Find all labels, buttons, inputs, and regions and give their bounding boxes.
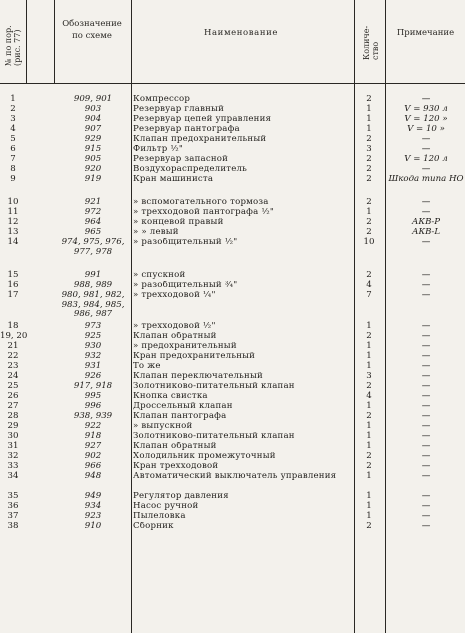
table-row — [0, 218, 465, 228]
row-quantity: 2 — [366, 154, 372, 164]
row-name: Кнопка свистка — [133, 392, 208, 401]
row-code: 919 — [84, 174, 102, 184]
row-name: » трехходовой пантографа ½" — [133, 208, 275, 217]
row-code: 932 — [84, 351, 102, 361]
table-row — [0, 322, 465, 332]
row-quantity: 2 — [366, 461, 372, 471]
row-code: 902 — [84, 451, 102, 461]
table-row — [0, 362, 465, 372]
row-note: — — [421, 401, 431, 411]
row-quantity: 1 — [366, 114, 372, 124]
row-number: 24 — [7, 371, 19, 381]
row-name: » » левый — [133, 228, 179, 237]
row-code: 949 — [84, 491, 102, 501]
row-code: 938, 939 — [73, 411, 113, 421]
row-number: 7 — [10, 154, 16, 164]
row-note: — — [421, 391, 431, 401]
row-quantity: 10 — [363, 237, 375, 247]
row-note: — — [421, 331, 431, 341]
row-note: АКВ-Р — [411, 217, 441, 227]
row-note: — — [421, 237, 431, 247]
table-row — [0, 175, 465, 198]
row-note: — — [421, 144, 431, 154]
row-name: Кран трехходовой — [133, 462, 219, 471]
row-number: 33 — [7, 461, 19, 471]
row-note: — — [421, 431, 431, 441]
row-note: — — [421, 94, 431, 104]
column-divider — [54, 0, 55, 83]
row-code: 929 — [84, 134, 102, 144]
row-note: — — [421, 371, 431, 381]
row-note: — — [421, 421, 431, 431]
row-number: 36 — [7, 501, 19, 511]
row-name: » выпускной — [133, 422, 193, 431]
row-name: Резервуар пантографа — [133, 125, 240, 134]
row-code: 907 — [84, 124, 102, 134]
row-quantity: 2 — [366, 381, 372, 391]
row-number: 22 — [7, 351, 19, 361]
row-code: 974, 975, 976, 977, 978 — [61, 237, 125, 257]
table-row — [0, 522, 465, 532]
row-code: 934 — [84, 501, 102, 511]
row-name: Клапан обратный — [133, 442, 217, 451]
row-note: — — [421, 381, 431, 391]
row-name: Пылеловка — [133, 512, 186, 521]
row-code: 918 — [84, 431, 102, 441]
row-number: 12 — [7, 217, 19, 227]
table-row — [0, 492, 465, 502]
row-quantity: 1 — [366, 124, 372, 134]
row-name: » трехходовой ½" — [133, 322, 216, 331]
row-name: Компрессор — [133, 95, 191, 104]
row-number: 11 — [7, 207, 19, 217]
row-number: 25 — [7, 381, 19, 391]
row-name: Регулятор давления — [133, 492, 229, 501]
row-note: АКВ-L — [411, 227, 441, 237]
row-name: Клапан пантографа — [133, 412, 227, 421]
table-row — [0, 442, 465, 452]
row-name: » концевой правый — [133, 218, 224, 227]
row-name: Резервуар главный — [133, 105, 225, 114]
row-note: Шкода типа НО — [388, 174, 464, 184]
row-code: 904 — [84, 114, 102, 124]
table-row — [0, 392, 465, 402]
row-note: — — [421, 280, 431, 290]
header-name: Наименование — [204, 28, 278, 38]
row-quantity: 2 — [366, 94, 372, 104]
row-quantity: 1 — [366, 431, 372, 441]
row-code: 909, 901 — [73, 94, 113, 104]
table-row — [0, 198, 465, 208]
row-code: 930 — [84, 341, 102, 351]
row-number: 14 — [7, 237, 19, 247]
row-name: Кран предохранительный — [133, 352, 256, 361]
table-row — [0, 412, 465, 422]
row-code: 991 — [84, 270, 102, 280]
row-name: Воздухораспределитель — [133, 165, 248, 174]
row-quantity: 2 — [366, 227, 372, 237]
row-quantity: 1 — [366, 351, 372, 361]
row-code: 925 — [84, 331, 102, 341]
table-row — [0, 462, 465, 472]
table-row — [0, 422, 465, 432]
table-row — [0, 432, 465, 442]
row-code: 973 — [84, 321, 102, 331]
row-name: » спускной — [133, 271, 186, 280]
row-code: 996 — [84, 401, 102, 411]
row-code: 922 — [84, 421, 102, 431]
row-name: Холодильник промежуточный — [133, 452, 276, 461]
table-row — [0, 512, 465, 522]
row-code: 903 — [84, 104, 102, 114]
row-quantity: 2 — [366, 174, 372, 184]
row-quantity: 7 — [366, 290, 372, 300]
row-name: » вспомогательного тормоза — [133, 198, 269, 207]
row-name: Клапан предохранительный — [133, 135, 267, 144]
row-code: 923 — [84, 511, 102, 521]
row-code: 917, 918 — [73, 381, 113, 391]
table-row — [0, 208, 465, 218]
row-note: — — [421, 511, 431, 521]
row-note: V = 120 л — [404, 154, 448, 164]
row-quantity: 1 — [366, 207, 372, 217]
table-row — [0, 502, 465, 512]
table-row — [0, 342, 465, 352]
row-quantity: 2 — [366, 270, 372, 280]
row-note: — — [421, 321, 431, 331]
row-name: То же — [133, 362, 161, 371]
row-number: 18 — [7, 321, 19, 331]
row-number: 6 — [10, 144, 16, 154]
row-name: » разобщительный ½" — [133, 238, 238, 247]
row-quantity: 2 — [366, 521, 372, 531]
row-number: 3 — [10, 114, 16, 124]
header-code: Обозначение по схеме — [62, 19, 122, 41]
row-quantity: 2 — [366, 134, 372, 144]
row-code: 966 — [84, 461, 102, 471]
row-number: 1 — [10, 94, 16, 104]
row-note: — — [421, 270, 431, 280]
row-number: 27 — [7, 401, 19, 411]
row-code: 921 — [84, 197, 102, 207]
table-row — [0, 105, 465, 115]
row-name: Кран машиниста — [133, 175, 214, 184]
row-note: — — [421, 341, 431, 351]
row-note: — — [421, 461, 431, 471]
row-code: 995 — [84, 391, 102, 401]
row-note: — — [421, 441, 431, 451]
row-name: Золотниково-питательный клапан — [133, 382, 295, 391]
row-quantity: 1 — [366, 321, 372, 331]
row-number: 35 — [7, 491, 19, 501]
row-number: 16 — [7, 280, 19, 290]
table-row — [0, 155, 465, 165]
row-number: 2 — [10, 104, 16, 114]
row-quantity: 2 — [366, 164, 372, 174]
row-number: 31 — [7, 441, 19, 451]
row-name: Дроссельный клапан — [133, 402, 233, 411]
row-quantity: 1 — [366, 401, 372, 411]
row-note: V = 120 » — [404, 114, 448, 124]
row-quantity: 4 — [366, 280, 372, 290]
row-name: Клапан переключательный — [133, 372, 263, 381]
table-body — [0, 95, 465, 532]
row-code: 926 — [84, 371, 102, 381]
row-note: — — [421, 521, 431, 531]
row-name: Автоматический выключатель управления — [133, 472, 337, 481]
row-name: » разобщительный ¾" — [133, 281, 238, 290]
row-code: 988, 989 — [73, 280, 113, 290]
row-quantity: 1 — [366, 491, 372, 501]
row-code: 915 — [84, 144, 102, 154]
row-quantity: 1 — [366, 511, 372, 521]
row-note: — — [421, 134, 431, 144]
row-name: Фильтр ½" — [133, 145, 184, 154]
row-number: 21 — [7, 341, 19, 351]
table-row — [0, 115, 465, 125]
row-quantity: 2 — [366, 331, 372, 341]
row-code: 948 — [84, 471, 102, 481]
table-row — [0, 472, 465, 492]
table-row — [0, 238, 465, 271]
row-number: 29 — [7, 421, 19, 431]
row-number: 30 — [7, 431, 19, 441]
row-code: 972 — [84, 207, 102, 217]
row-note: — — [421, 451, 431, 461]
row-number: 34 — [7, 471, 19, 481]
row-number: 17 — [7, 290, 19, 300]
row-name: Клапан обратный — [133, 332, 217, 341]
row-number: 8 — [10, 164, 16, 174]
column-divider — [26, 0, 27, 83]
row-note: — — [421, 411, 431, 421]
row-quantity: 2 — [366, 451, 372, 461]
row-code: 910 — [84, 521, 102, 531]
table-row — [0, 135, 465, 145]
row-note: V = 10 » — [407, 124, 445, 134]
row-note: — — [421, 491, 431, 501]
table-header — [0, 0, 465, 84]
row-name: Насос ручной — [133, 502, 199, 511]
row-quantity: 1 — [366, 341, 372, 351]
row-number: 32 — [7, 451, 19, 461]
row-note: — — [421, 361, 431, 371]
row-number: 37 — [7, 511, 19, 521]
table-row — [0, 372, 465, 382]
row-name: » трехходовой ¼" — [133, 291, 216, 300]
row-name: Резервуар запасной — [133, 155, 229, 164]
row-code: 980, 981, 982, 983, 984, 985, 986, 987 — [61, 290, 125, 320]
row-number: 10 — [7, 197, 19, 207]
row-note: — — [421, 290, 431, 300]
header-quantity: Количе- ство — [362, 25, 380, 60]
row-quantity: 1 — [366, 104, 372, 114]
row-name: Золотниково-питательный клапан — [133, 432, 295, 441]
row-code: 964 — [84, 217, 102, 227]
row-quantity: 1 — [366, 471, 372, 481]
row-number: 13 — [7, 227, 19, 237]
row-note: — — [421, 351, 431, 361]
row-quantity: 3 — [366, 371, 372, 381]
row-quantity: 1 — [366, 361, 372, 371]
row-note: — — [421, 197, 431, 207]
table-row — [0, 125, 465, 135]
header-note: Примечание — [396, 28, 455, 38]
row-name: » предохранительный — [133, 342, 237, 351]
header-number: № по пор. (рис. 77) — [4, 25, 22, 66]
row-quantity: 1 — [366, 501, 372, 511]
row-quantity: 2 — [366, 217, 372, 227]
row-note: V = 930 л — [404, 104, 448, 114]
row-number: 23 — [7, 361, 19, 371]
row-note: — — [421, 164, 431, 174]
row-code: 920 — [84, 164, 102, 174]
row-name: Сборник — [133, 522, 174, 531]
row-quantity: 2 — [366, 411, 372, 421]
table-row — [0, 291, 465, 322]
row-note: — — [421, 471, 431, 481]
table-row — [0, 352, 465, 362]
row-number: 38 — [7, 521, 19, 531]
table-row — [0, 402, 465, 412]
row-code: 931 — [84, 361, 102, 371]
row-quantity: 2 — [366, 197, 372, 207]
row-code: 927 — [84, 441, 102, 451]
table-row — [0, 332, 465, 342]
row-quantity: 1 — [366, 421, 372, 431]
row-number: 28 — [7, 411, 19, 421]
row-quantity: 3 — [366, 144, 372, 154]
table-row — [0, 145, 465, 155]
table-row — [0, 452, 465, 462]
row-number: 19, 20 — [0, 331, 28, 341]
row-number: 5 — [10, 134, 16, 144]
row-code: 965 — [84, 227, 102, 237]
row-code: 905 — [84, 154, 102, 164]
row-number: 15 — [7, 270, 19, 280]
row-quantity: 1 — [366, 441, 372, 451]
table-row — [0, 95, 465, 105]
row-note: — — [421, 207, 431, 217]
row-quantity: 4 — [366, 391, 372, 401]
table-row — [0, 271, 465, 281]
row-number: 4 — [10, 124, 16, 134]
row-name: Резервуар цепей управления — [133, 115, 272, 124]
row-number: 26 — [7, 391, 19, 401]
table-row — [0, 382, 465, 392]
row-number: 9 — [10, 174, 16, 184]
row-note: — — [421, 501, 431, 511]
